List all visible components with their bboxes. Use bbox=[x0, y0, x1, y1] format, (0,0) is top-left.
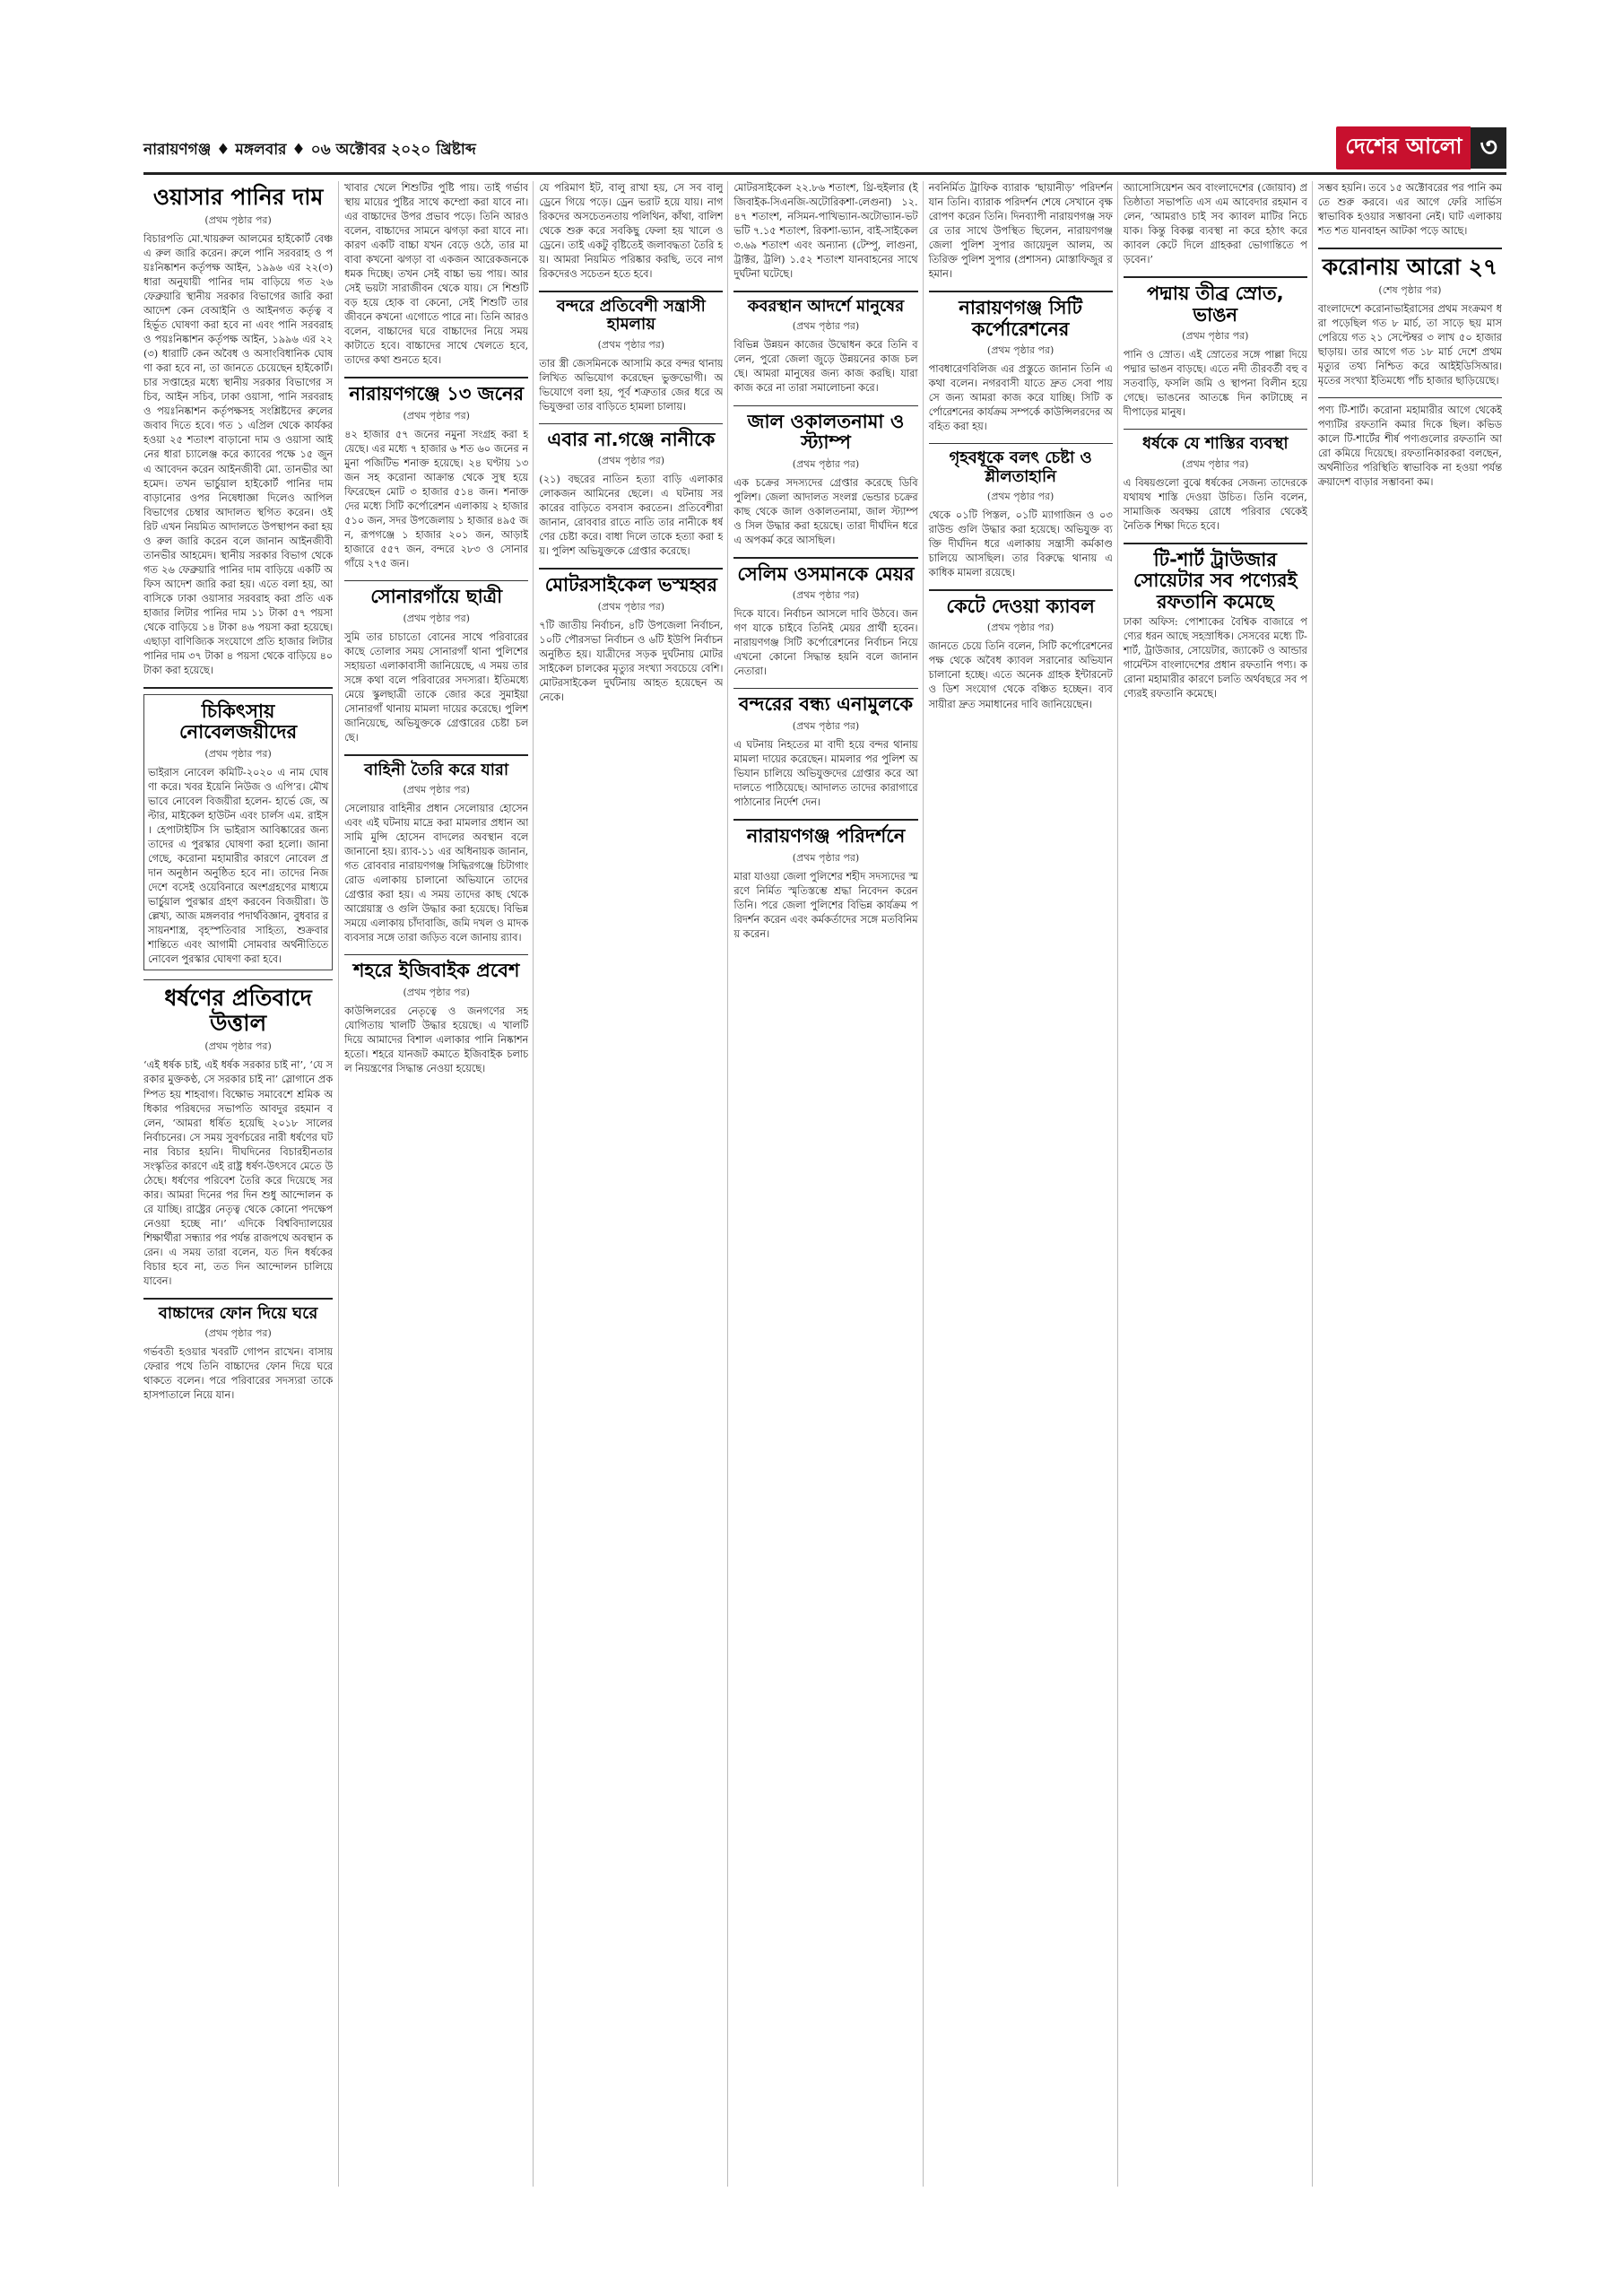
article bbox=[929, 298, 1113, 434]
article bbox=[929, 449, 1113, 579]
article-body: পানি ও স্রোত। এই স্রোতের সঙ্গে পাল্লা দিয়ে পদ্মার ভাঙন বাড়ছে। এতে নদী তীরবর্তী বহু বসতবাড়ি, ফসলি জমি ও স্থাপনা বিলীন হয়ে গেছে। ভাঙনের আতঙ্কে দিন কাটাচ্ছে নদীপাড়ের মানুষ। bbox=[1123, 349, 1307, 419]
article bbox=[929, 181, 1113, 282]
article-body: পণ্য টি-শার্ট। করোনা মহামারীর আগে থেকেই পণ্যটির রফতানি কমার দিকে ছিল। কভিডকালে টি-শার্টের শীর্ষ পণ্যগুলোর রফতানি আরো কমিয়ে দিয়েছে। রফতানিকারকরা বলছেন, অর্থনীতির পরিস্থিতি স্বাভাবিক না হওয়া পর্যন্ত ক্রয়াদেশ বাড়ার সম্ভাবনা কম। bbox=[1317, 404, 1502, 489]
article-body: থেকে ০১টি পিস্তল, ০১টি ম্যাগাজিন ও ০৩ রাউন্ড গুলি উদ্ধার করা হয়েছে। অভিযুক্ত ব্যক্তি দীর্ঘদিন ধরে এলাকায় সন্ত্রাসী কর্মকাণ্ড চালিয়ে আসছিল। তার বিরুদ্ধে থানায় একাধিক মামলা রয়েছে। bbox=[928, 509, 1113, 578]
article-body: ‘এই ধর্ষক চাই, এই ধর্ষক সরকার চাই না’, ‘যে সরকার মুক্তকণ্ঠ, সে সরকার চাই না’ স্লোগানে প্রকম্পিত হয় শাহবাগ। বিক্ষোভ সমাবেশে শ্রমিক অধিকার পরিষদের সভাপতি আবদুর রহমান বলেন, ‘আমরা ধর্ষিত হয়েছি ২০১৮ সালের নির্বাচনের। সে সময় সুবর্ণচরের নারী ধর্ষণের ঘটনার বিচার হয়নি। দীঘদিনের বিচারহীনতার সংস্কৃতির কারণে এই রাষ্ট্র ধর্ষণ-উৎসবে মেতে উঠেছে। ধর্ষণের পরিবেশ তৈরি করে দিয়েছে সরকার। আমরা দিনের পর দিন শুধু আন্দোলন করে যাচ্ছি। রাষ্ট্রের নেতৃত্ব থেকে কোনো পদক্ষেপ নেওয়া হচ্ছে না।’ এদিকে বিশ্ববিদ্যালয়ের শিক্ষার্থীরা সন্ধ্যার পর পর্যন্ত রাজপথে অবস্থান করেন। এ সময় তারা বলেন, যত দিন ধর্ষকের বিচার হবে না, তত দিন আন্দোলন চালিয়ে যাবেন। bbox=[143, 1059, 334, 1287]
article-body: সেলোয়ার বাহিনীর প্রধান সেলোয়ার হোসেন এবং এই ঘটনায় মাদ্রে করা মামলার প্রধান আসামি মুন্সি হোসেন বাদলের অবস্থান বলে জানানো হয়। র‍্যাব-১১ এর অধিনায়ক জানান, গত রোববার নারায়ণগঞ্জ সিদ্ধিরগঞ্জে চিটাগাং রোড এলাকায় চালানো অভিযানে তাদের গ্রেপ্তার করা হয়। এ সময় তাদের কাছ থেকে আগ্নেয়াস্ত্র ও গুলি উদ্ধার করা হয়েছে। বিভিন্ন সময়ে এলাকায় চাঁদাবাজি, জমি দখল ও মাদক ব্যবসার সঙ্গে তারা জড়িত বলে জানায় র‍্যাব। bbox=[344, 803, 529, 944]
article-divider bbox=[733, 688, 917, 689]
article bbox=[733, 826, 917, 942]
continued-label: (প্রথম পৃষ্ঠার পর) bbox=[986, 344, 1055, 357]
article bbox=[143, 1305, 333, 1403]
column-5 bbox=[923, 181, 1113, 2187]
article-body: এ ঘটনায় নিহতের মা বাদী হয়ে বন্দর থানায় মামলা দায়ের করেছেন। মামলার পর পুলিশ অভিযান চালিয়ে অভিযুক্তদের গ্রেপ্তার করে আদালতে পাঠিয়েছে। আদালত তাদের কারাগারে পাঠানোর নির্দেশ দেন। bbox=[733, 738, 918, 808]
article bbox=[1124, 435, 1307, 533]
article-body: নবনির্মিত ট্রাফিক ব্যারাক ‘ছায়ানীড়’ পরিদর্শন যান তিনি। ব্যারাক পরিদর্শন শেষে সেখানে বৃক্ষ রোপণ করেন তিনি। দিনব্যাপী নারায়ণগঞ্জ সফরে তার সাথে উপস্থিত ছিলেন, নারায়ণগঞ্জ জেলা পুলিশ সুপার জায়েদুল আলম, অতিরিক্ত পুলিশ সুপার (প্রশাসন) মোস্তাফিজুর রহমান। bbox=[928, 182, 1113, 281]
column-1 bbox=[143, 181, 333, 2187]
article-body: ভাইরাস নোবেল কমিটি-২০২০ এ নাম ঘোষণা করে। খবর ইয়েনি নিউজ ও এপি’র। মৌখভাবে নোবেল বিজয়ীরা হলেন- হার্ভে জে, অল্টার, মাইকেল হাউটন এবং চার্লস এম. রাইস। হেপাটাইটিস সি ভাইরাস আবিষ্কারের জন্য তাদের এ পুরস্কার ঘোষণা করা হলো। জানা গেছে, করোনা মহামারীর কারণে নোবেল প্রদান অনুষ্ঠান অনুষ্ঠিত হবে না। তাদের নিজ দেশে বসেই ওয়েবিনারে অংশগ্রহণের মাধ্যমে ভার্চুয়াল পুরস্কার গ্রহণ করবেন বিজয়ীরা। উল্লেখ্য, আজ মঙ্গলবার পদার্থবিজ্ঞান, বুধবার রসায়নশাস্ত্র, বৃহস্পতিবার সাহিত্য, শুক্রবার শান্তিতে এবং আগামী সোমবার অর্থনীতিতে নোবেল পুরস্কার ঘোষণা করা হবে। bbox=[148, 767, 329, 966]
continued-label: (প্রথম পৃষ্ঠার পর) bbox=[403, 986, 470, 998]
continued-label: (প্রথম পৃষ্ঠার পর) bbox=[204, 214, 272, 226]
article-headline: বাহিনী তৈরি করে যারা bbox=[364, 761, 509, 779]
article bbox=[1124, 181, 1307, 267]
continued-label: (প্রথম পৃষ্ঠার পর) bbox=[792, 719, 860, 732]
article-divider bbox=[1318, 248, 1502, 249]
article bbox=[143, 986, 333, 1289]
article-body: ৭টি জাতীয় নির্বাচন, ৪টি উপজেলা নির্বাচন, ১০টি পৌরসভা নির্বাচন ও ৬টি ইউপি নির্বাচন অনুষ্ঠিত হয়। যাত্রীদের সড়ক দুর্ঘটনায় মোটরসাইকেল চালকের মৃত্যুর সংখ্যা সবচেয়ে বেশি। মোটরসাইকেল দুর্ঘটনায় আহত হয়েছেন অনেকে। bbox=[539, 619, 724, 704]
continued-label: (প্রথম পৃষ্ঠার পর) bbox=[403, 612, 470, 624]
continued-label: (প্রথম পৃষ্ঠার পর) bbox=[403, 409, 470, 422]
article-headline: এবার না.গঞ্জে নানীকে bbox=[547, 428, 716, 450]
article bbox=[539, 181, 723, 282]
article-headline: মোটরসাইকেল ভস্মহ্বর bbox=[544, 574, 717, 596]
article bbox=[733, 412, 917, 548]
article-headline: ধর্ষকে যে শাস্তির ব্যবস্থা bbox=[1141, 434, 1289, 454]
continued-label: (প্রথম পৃষ্ঠার পর) bbox=[403, 784, 470, 796]
newspaper-page bbox=[143, 126, 1506, 2188]
column-3 bbox=[533, 181, 723, 2187]
article-divider bbox=[539, 423, 723, 424]
article-headline: কেটে দেওয়া ক্যাবল bbox=[946, 595, 1095, 617]
article-body: বিচারপতি মো.খায়রুল আলমের হাইকোর্ট বেঞ্চ এ রুল জারি করেন। রুলে পানি সরবরাহ ও পয়ঃনিষ্কাশন কর্তৃপক্ষ আইন, ১৯৯৬ এর ২২(৩) ধারা অনুযায়ী পানির দাম বাড়িয়ে গত ২৬ ফেব্রুয়ারি স্থানীয় সরকার বিভাগের জারি করা আদেশ কেন বেআইনি ও আইনগত কর্তৃত্ব বহির্ভূত ঘোষণা করা হবে না এবং পানি সরবরাহ ও পয়ঃনিষ্কাশন কর্তৃপক্ষ আইন, ১৯৯৬ এর ২২(৩) ধারাটি কেন অবৈধ ও অসাংবিধানিক ঘোষণা করা হবে না, তা জানতে চেয়েছেন হাইকোর্ট। চার সপ্তাহের মধ্যে স্থানীয় সরকার বিভাগের সচিব, আইন সচিব, ঢাকা ওয়াসা, পানি সরবরাহ ও পয়ঃনিষ্কাশন কর্তৃপক্ষসহ সংশ্লিষ্টদের রুলের জবাব দিতে হবে। গত ১ এপ্রিল থেকে কার্যকর হওয়া ২৫ শতাংশ বাড়ানো দাম ও ওয়াসা আইনের ধারা চ্যালেঞ্জ করে ক্যাবের পক্ষে ১৫ জুন এ আবেদন করেন আইনজীবী মো. তানভীর আহমেদ। তখন ভার্চুয়াল হাইকোর্ট পানির দাম বাড়ানোর ওপর নিষেধাজ্ঞা দিলেও আপিল বিভাগের চেম্বার আদালত স্থগিত করেন। ওই রিট এখন নিয়মিত আদালতে উপস্থাপন করা হয় ও রুল জারি করেন বলে জানান আইনজীবী তানভীর আহমেদ। স্থানীয় সরকার বিভাগ থেকে গত ২৬ ফেব্রুয়ারি পানির দাম বাড়িয়ে একটি অফিস আদেশ জারি করা হয়। এতে বলা হয়, আবাসিকে ঢাকা ওয়াসার সরবরাহ করা প্রতি এক হাজার লিটার পানির দাম ১১ টাকা ৫৭ পয়সা থেকে বাড়িয়ে ১৪ টাকা ৪৬ পয়সা করা হয়েছে। এছাড়া বাণিজ্যিক সংযোগে প্রতি হাজার লিটার পানির দাম ৩৭ টাকা ৪ পয়সা থেকে বাড়িয়ে ৪০ টাকা করা হয়েছে। bbox=[143, 233, 334, 676]
article-divider bbox=[143, 979, 333, 980]
article-divider bbox=[929, 443, 1113, 444]
continued-label: (প্রথম পৃষ্ঠার পর) bbox=[597, 455, 665, 467]
article-body: মারা যাওয়া জেলা পুলিশের শহীদ সদস্যদের স্মরণে নির্মিত স্মৃতিস্তম্ভে শ্রদ্ধা নিবেদন করেন তিনি। পরে জেলা পুলিশের বিভিন্ন কার্যক্রম পরিদর্শন করেন এবং কর্মকর্তাদের সঙ্গে মতবিনিময় করেন। bbox=[733, 870, 918, 940]
column-4 bbox=[727, 181, 917, 2187]
article-headline: বন্দরে প্রতিবেশী সন্ত্রাসী হামলায় bbox=[556, 297, 706, 335]
article-body: বিভিন্ন উন্নয়ন কাজের উদ্বোধন করে তিনি বলেন, পুরো জেলা জুড়ে উন্নয়নের কাজ চলছে। আমরা মানুষের জন্য কাজ করছি। যারা কাজ করে না তারা সমালোচনা করে। bbox=[733, 339, 918, 395]
article-body: ঢাকা অফিস: পোশাকের বৈশ্বিক বাজারে পণ্যের ধরন আছে সহস্রাধিক। সেসবের মধ্যে টি-শার্ট, ট্রাউজার, সোয়েটার, জ্যাকেট ও আন্ডারগার্মেন্টস বাংলাদেশের প্রধান রফতানি পণ্য। করোনা মহামারীর কারণে চলতি অর্থবছরে সব পণ্যেরই রফতানি কমেছে। bbox=[1123, 616, 1307, 700]
article-divider bbox=[344, 954, 528, 955]
article-body: খাবার খেলে শিশুটির পুষ্টি পায়। তাই গর্ভাবস্থায় মায়ের পুষ্টির সাথে কম্প্রো করা যাবে না। এর বাচ্চাদের উপর প্রভাব পড়ে। তিনি আরও বলেন, বাচ্চাদের সামনে ঝগড়া করা যাবে না। কারণ একটি বাচ্চা যখন বেড়ে ওঠে, তার মা বাবা কখনো ঝগড়া বা একজন আরেকজনকে ধমক দিচ্ছে। তখন সেই বাচ্চা ভয় পায়। আর সেই ভয়টা সারাজীবন থেকে যায়। সে শিশুটি বড় হয়ে হোক বা কেনো, সেই শিশুটি তার জীবনে কখনো এগোতে পারে না। তিনি আরও বলেন, বাচ্চাদের ঘরে বাচ্চাদের নিয়ে সময় কাটাতে হবে। বাচ্চাদের সাথে খেলতে হবে, তাদের কথা শুনতে হবে। bbox=[344, 182, 529, 367]
continued-label: (শেষ পৃষ্ঠার পর) bbox=[1378, 284, 1442, 297]
article bbox=[1318, 181, 1502, 239]
article-headline: বাচ্চাদের ফোন দিয়ে ঘরে bbox=[158, 1303, 318, 1323]
article bbox=[143, 185, 333, 678]
article-divider bbox=[929, 291, 1113, 292]
article-body: এ বিষয়গুলো বুঝে ধর্ষকের সেজন্য তাদেরকে যথাযথ শাস্তি দেওয়া উচিত। তিনি বলেন, সামাজিক অবক্ষয় রোধে পরিবার থেকেই নৈতিক শিক্ষা দিতে হবে। bbox=[1123, 476, 1307, 532]
continued-label: (প্রথম পৃষ্ঠার পর) bbox=[792, 320, 860, 333]
article-body: জানতে চেয়ে তিনি বলেন, সিটি কর্পোরেশনের পক্ষ থেকে অবৈধ ক্যাবল সরানোর অভিযান চালানো হচ্ছে। এতে অনেক গ্রাহক ইন্টারনেট ও ডিশ সংযোগ থেকে বঞ্চিত হচ্ছেন। ব্যবসায়ীরা দ্রুত সমাধানের দাবি জানিয়েছেন। bbox=[928, 640, 1113, 710]
article bbox=[733, 564, 917, 680]
article-headline: শহরে ইজিবাইক প্রবেশ bbox=[353, 960, 520, 982]
article-headline: সোনারগাঁয়ে ছাত্রী bbox=[370, 586, 503, 608]
article-body: দিকে যাবে। নির্বাচন আসলে দাবি উঠবে। জনগণ যাকে চাইবে তিনিই মেয়র প্রার্থী হবেন। নারায়ণগঞ্জ সিটি কর্পোরেশনের নির্বাচন নিয়ে এখনো কোনো সিদ্ধান্ত হয়নি বলে জানান নেতারা। bbox=[733, 608, 918, 678]
article-body: অ্যাসোসিয়েশন অব বাংলাদেশের (জোয়াব) প্রতিষ্ঠাতা সভাপতি এস এম আবেদার রহমান বলেন, ‘আমরাও চাই সব ক্যাবল মাটির নিচে যাক। কিন্তু বিকল্প ব্যবস্থা না করে হঠাৎ করে ক্যাবল কেটে দিলে গ্রাহকরা ভোগান্তিতে পড়বেন।’ bbox=[1123, 182, 1307, 266]
article-headline: পদ্মায় তীব্র স্রোত, ভাঙন bbox=[1146, 283, 1284, 326]
article-headline: নারায়ণগঞ্জ পরিদর্শনে bbox=[746, 825, 906, 848]
article-headline: বন্দরের বন্ধ্য এনামুলকে bbox=[738, 693, 914, 716]
article-headline: জাল ওকালতনামা ও স্ট্যাম্প bbox=[747, 410, 905, 454]
article bbox=[344, 587, 528, 745]
article-divider bbox=[733, 557, 917, 559]
article-divider bbox=[1124, 276, 1307, 278]
continued-label: (প্রথম পৃষ্ঠার পর) bbox=[204, 748, 272, 760]
article-divider bbox=[733, 819, 917, 821]
article-divider bbox=[344, 377, 528, 378]
continued-label: (প্রথম পৃষ্ঠার পর) bbox=[792, 851, 860, 864]
article-divider bbox=[929, 589, 1113, 591]
article-divider bbox=[344, 754, 528, 756]
article-headline: ওয়াসার পানির দাম bbox=[152, 184, 324, 210]
article-headline: ধর্ষণের প্রতিবাদে উত্তাল bbox=[164, 985, 312, 1037]
article-body: যে পরিমাণ ইট, বালু রাখা হয়, সে সব বালু ড্রেনে গিয়ে পড়ে। ড্রেন ভরাট হয়ে যায়। নাগরিকদের অসচেতনতায় পলিথিন, কাঁথা, বালিশ থেকে শুরু করে সবকিছু ফেলা হয় খালে ও ড্রেনে। তাই একটু বৃষ্টিতেই জলাবদ্ধতা তৈরি হয়। আমরা নিয়মিত পরিষ্কার করছি, তবে নাগরিকদেরও সচেতন হতে হবে। bbox=[539, 182, 724, 281]
continued-label: (প্রথম পৃষ্ঠার পর) bbox=[1182, 457, 1249, 470]
article bbox=[929, 596, 1113, 712]
continued-label: (প্রথম পৃষ্ঠার পর) bbox=[986, 490, 1055, 502]
continued-label: (প্রথম পৃষ্ঠার পর) bbox=[792, 589, 860, 602]
article-divider bbox=[344, 580, 528, 581]
article bbox=[539, 430, 723, 560]
article-body: সুমি তার চাচাতো বোনের সাথে পরিবারের কাছে তোলার সময় সোনারগাঁ থানা পুলিশের সহায়তা এলাকাবাসী জানিয়েছে, এ সময় তার সঙ্গে কথা বলে পরিবারের সদস্যরা। ইতিমধ্যে মেয়ে স্কুলছাত্রী তাকে জোর করে সুমাইয়া সোনারগাঁ থানায় মামলা দায়ের করেছে। পুলিশ জানিয়েছে, অভিযুক্তকে গ্রেপ্তারের চেষ্টা চলছে। bbox=[344, 631, 529, 744]
continued-label: (প্রথম পৃষ্ঠার পর) bbox=[204, 1327, 272, 1340]
article-body: গর্ভবতী হওয়ার খবরটি গোপন রাখেন। বাসায় ফেরার পথে তিনি বাচ্চাদের ফোন দিয়ে ঘরে থাকতে বলেন। পরে পরিবারের সদস্যরা তাকে হাসপাতালে নিয়ে যান। bbox=[143, 1346, 334, 1402]
article-divider bbox=[143, 1298, 333, 1300]
article-body: পাবধারেণবিলিজ এর প্রস্তুতে জানান তিনি এ কথা বলেন। নগরবাসী যাতে দ্রুত সেবা পায় সে জন্য আমরা কাজ করে যাচ্ছি। সিটি কর্পোরেশনের কার্যক্রম সম্পর্কে কাউন্সিলরদের অবহিত করা হয়। bbox=[928, 363, 1113, 433]
article-headline: নারায়ণগঞ্জ সিটি কর্পোরেশনের bbox=[959, 297, 1082, 340]
article bbox=[1318, 255, 1502, 388]
article-body: কাউন্সিলরের নেতৃত্বে ও জনগণের সহযোগিতায় খালটি উদ্ধার হয়েছে। এ খালটি দিয়ে আমাদের বিশাল এলাকার পানি নিষ্কাশন হতো। শহরে যানজট কমাতে ইজিবাইক চলাচল নিয়ন্ত্রণের সিদ্ধান্ত নেওয়া হয়েছে। bbox=[344, 1004, 529, 1075]
continued-label: (প্রথম পৃষ্ঠার পর) bbox=[597, 600, 665, 613]
article-headline: টি-শার্ট ট্রাউজার সোয়েটার সব পণ্যেরই রফতানি কমেছে bbox=[1133, 548, 1298, 613]
article-body: ৪২ হাজার ৫৭ জনের নমুনা সংগ্রহ করা হয়েছে। এর মধ্যে ৭ হাজার ৬ শত ৬০ জনের নমুনা পজিটিভ শনাক্ত হয়েছে। ২৪ ঘণ্টায় ১৩ জন সহ করোনা আক্রান্ত থেকে সুস্থ হয়ে ফিরেছেন মোট ৩ হাজার ৫১৪ জন। শনাক্তদের মধ্যে সিটি কর্পোরেশন এলাকায় ২ হাজার ৫১০ জন, সদর উপজেলায় ১ হাজার ৪৯৫ জন, রূপগঞ্জে ১ হাজার ২০১ জন, আড়াইহাজারে ৫৫৭ জন, বন্দরে ২৮৩ ও সোনারগাঁয়ে ২৭৫ জন। bbox=[344, 428, 529, 570]
article bbox=[539, 298, 723, 413]
article bbox=[344, 181, 528, 368]
article bbox=[1124, 283, 1307, 420]
article-divider bbox=[143, 687, 333, 689]
article bbox=[1318, 404, 1502, 490]
article bbox=[733, 694, 917, 810]
article bbox=[733, 298, 917, 396]
article-divider bbox=[539, 291, 723, 292]
article-divider bbox=[539, 568, 723, 570]
article bbox=[344, 761, 528, 945]
article-headline: নারায়ণগঞ্জে ১৩ জনের bbox=[349, 383, 525, 405]
column-7 bbox=[1312, 181, 1502, 2187]
article-body: এক চক্রের সদস্যদের গ্রেপ্তার করেছে ডিবি পুলিশ। জেলা আদালত সংলগ্ন ভেন্ডার চক্রের কাছ থেকে জাল ওকালতনামা, জাল স্ট্যাম্প ও সিল উদ্ধার করা হয়েছে। তারা দীর্ঘদিন ধরে এ অপকর্ম করে আসছিল। bbox=[733, 476, 918, 546]
page-number: ৩ bbox=[1471, 127, 1506, 169]
continued-label: (প্রথম পৃষ্ঠার পর) bbox=[204, 1040, 272, 1053]
article-body: (২১) বছরের নাতিন হত্যা বাড়ি এলাকার লোকজন আমিনের ছেলে। এ ঘটনায় সরকারের বাড়িতে বসবাস করতেন। প্রতিবেশীরা জানান, রোববার রাতে নাতি তার নানীকে ধর্ষণের চেষ্টা করে। বাধা দিলে তাকে হত্যা করা হয়। পুলিশ অভিযুক্তকে গ্রেপ্তার করেছে। bbox=[539, 474, 724, 558]
article bbox=[344, 961, 528, 1076]
article-body: তার স্ত্রী জেসমিনকে আসামি করে বন্দর থানায় লিখিত অভিযোগ করেছেন ভুক্তভোগী। অভিযোগে বলা হয়, পূর্ব শত্রুতার জের ধরে অভিযুক্তরা তার বাড়িতে হামলা চালায়। bbox=[539, 357, 724, 413]
article-body: মোটরসাইকেল ২২.৮৬ শতাংশ, থ্রি-হুইলার (ইজিবাইক-সিএনজি-অটোরিকশা-লেগুনা) ১২.৪৭ শতাংশ, নসিমন-পাখিভ্যান-অটোভ্যান-ভটভটি ৭.১৫ শতাংশ, রিকশা-ভ্যান, বাই-সাইকেল ৩.৬৯ শতাংশ এবং অন্যান্য (টেম্পু, লাগুনা, ট্রাক্টর, ট্রলি) ১.৫২ শতাংশ যানবাহনের সাথে দুর্ঘটনা ঘটেছে। bbox=[733, 182, 918, 281]
continued-label: (প্রথম পৃষ্ঠার পর) bbox=[986, 622, 1055, 634]
article-headline: সেলিম ওসমানকে মেয়র bbox=[737, 562, 915, 585]
article bbox=[344, 384, 528, 571]
column-6 bbox=[1117, 181, 1307, 2187]
column-2 bbox=[338, 181, 528, 2187]
article-headline: গৃহবধূকে বলৎ চেষ্টা ও শ্লীলতাহানি bbox=[949, 448, 1092, 486]
dateline: নারায়ণগঞ্জ ♦ মঙ্গলবার ♦ ০৬ অক্টোবর ২০২০ খ্রিষ্টাব্দ bbox=[143, 141, 476, 159]
article-divider bbox=[1124, 543, 1307, 544]
continued-label: (প্রথম পৃষ্ঠার পর) bbox=[597, 338, 665, 351]
masthead bbox=[143, 126, 1506, 175]
continued-label: (প্রথম পৃষ্ঠার পর) bbox=[1182, 330, 1249, 343]
article-headline: করোনায় আরো ২৭ bbox=[1322, 254, 1498, 281]
article-headline: কবরস্থান আদর্শে মানুষের bbox=[747, 297, 905, 317]
article bbox=[539, 575, 723, 705]
article-divider bbox=[1124, 429, 1307, 430]
article-divider bbox=[733, 291, 917, 292]
article-body: সম্ভব হয়নি। তবে ১৫ অক্টোবরের পর পানি কমতে শুরু করবে। এর আগে ফেরি সার্ভিস স্বাভাবিক হওয়ার সম্ভাবনা নেই। ঘাট এলাকায় শত শত যানবাহন আটকা পড়ে আছে। bbox=[1317, 182, 1502, 238]
article bbox=[1124, 550, 1307, 702]
article bbox=[143, 694, 333, 970]
article bbox=[733, 181, 917, 282]
article-divider bbox=[733, 405, 917, 406]
continued-label: (প্রথম পৃষ্ঠার পর) bbox=[792, 457, 860, 470]
article-divider bbox=[1318, 397, 1502, 398]
logo-name: দেশের আলো bbox=[1336, 126, 1471, 170]
newspaper-logo bbox=[1336, 127, 1506, 169]
article-body: বাংলাদেশে করোনাভাইরাসের প্রথম সংক্রমণ ধরা পড়েছিল গত ৮ মার্চ, তা সাড়ে ছয় মাস পেরিয়ে গত ২১ সেপ্টেম্বর ৩ লাখ ৫০ হাজার ছাড়ায়। তার আগে গত ১৮ মার্চ দেশে প্রথম মৃত্যুর তথ্য নিশ্চিত করে আইইডিসিআর। মৃতের সংখ্যা ইতিমধ্যে পাঁচ হাজার ছাড়িয়েছে। bbox=[1317, 303, 1502, 387]
article-headline: চিকিৎসায় নোবেলজয়ীদের bbox=[179, 700, 298, 744]
